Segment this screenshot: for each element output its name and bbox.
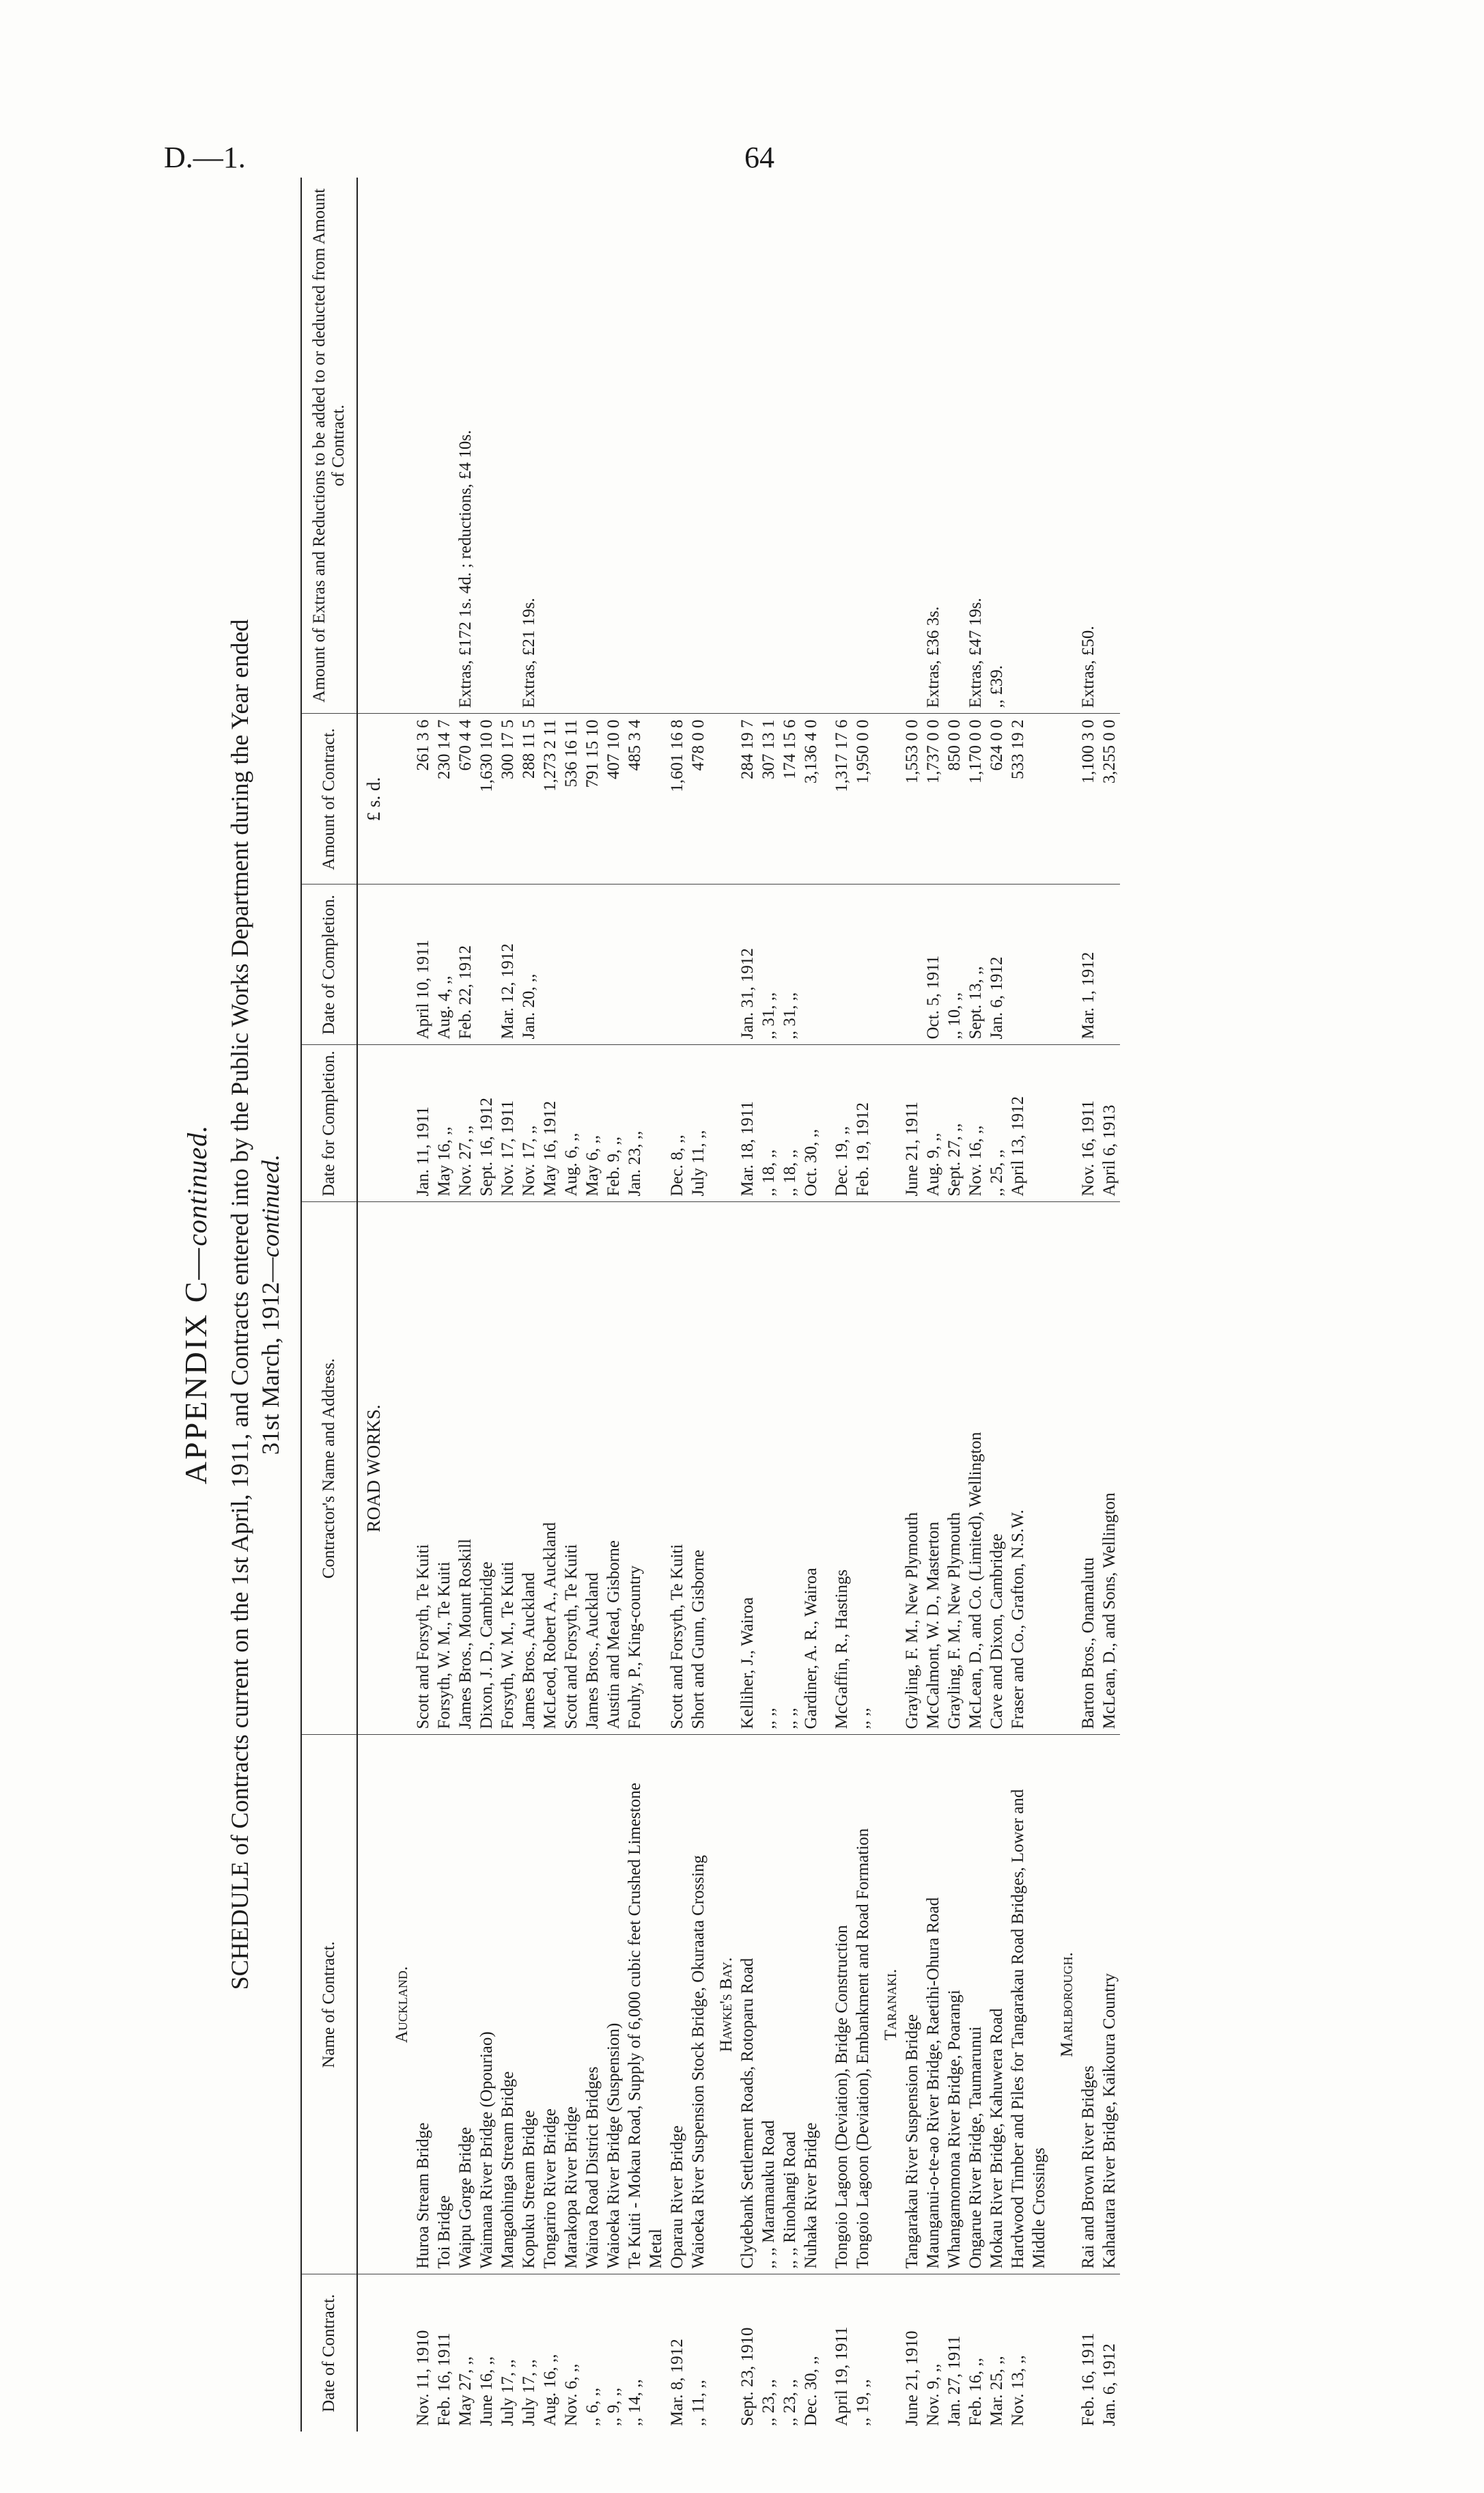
- contract-amount: 533 19 2: [1007, 714, 1050, 885]
- col-date-for-completion: Date for Completion.: [301, 1045, 357, 1202]
- date-of-completion: Aug. 4, ,,: [434, 885, 455, 1045]
- date-of-completion: [561, 885, 582, 1045]
- extras-reductions: [561, 178, 582, 714]
- table-row: [497, 178, 518, 2432]
- contract-amount: 407 10 0: [603, 714, 624, 885]
- date-of-contract: ,, 14, ,,: [626, 2379, 644, 2426]
- contractor-name: James Bros., Auckland: [518, 1202, 540, 1735]
- date-of-contract: Feb. 16, 1911: [1079, 2332, 1097, 2426]
- contract-name: Waipu Gorge Bridge: [455, 1735, 476, 2274]
- extras-reductions: [603, 178, 624, 714]
- date-for-completion: Feb. 9, ,,: [603, 1045, 624, 1202]
- table-body: [357, 178, 1120, 2432]
- date-of-contract: July 17, ,,: [499, 2359, 517, 2426]
- date-for-completion: ,, 18, ,,: [779, 1045, 800, 1202]
- date-of-contract: ,, 19, ,,: [854, 2379, 872, 2426]
- section-row: [357, 178, 384, 2432]
- col-contractor: Contractor's Name and Address.: [301, 1202, 357, 1735]
- table-row: [758, 178, 779, 2432]
- contractor-name: ,, ,,: [779, 1202, 800, 1735]
- contract-amount: 261 3 6: [412, 714, 434, 885]
- date-of-contract: ,, 11, ,,: [689, 2380, 708, 2426]
- date-of-contract: Feb. 16, 1911: [435, 2332, 453, 2426]
- page-number: 64: [744, 141, 774, 174]
- table-row: [455, 178, 476, 2432]
- date-for-completion: Dec. 19, ,,: [822, 1045, 852, 1202]
- region-heading: Taranaki.: [873, 1735, 901, 2274]
- contract-amount: 1,630 10 0: [476, 714, 497, 885]
- date-for-completion: Jan. 23, ,,: [624, 1045, 667, 1202]
- table-row: [476, 178, 497, 2432]
- contract-name: Waioeka River Suspension Stock Bridge, Okuraata Crossing: [688, 1735, 709, 2274]
- table-row: [1099, 178, 1120, 2432]
- date-for-completion: Feb. 19, 1912: [852, 1045, 873, 1202]
- contract-amount: 1,273 2 11: [540, 714, 561, 885]
- date-of-completion: [540, 885, 561, 1045]
- contractor-name: Grayling, F. M., New Plymouth: [944, 1202, 965, 1735]
- contract-name: Waimana River Bridge (Opouriao): [476, 1735, 497, 2274]
- date-for-completion: June 21, 1911: [901, 1045, 923, 1202]
- table-row: [1007, 178, 1050, 2432]
- contract-name: Whangamomona River Bridge, Poarangi: [944, 1735, 965, 2274]
- contract-name: Marakopa River Bridge: [561, 1735, 582, 2274]
- schedule-subtitle-line1: SCHEDULE of Contracts current on the 1st April, 1911, and Contracts entered into by the Public Works Department during the Year ended: [226, 619, 253, 1990]
- date-of-completion: April 10, 1911: [412, 885, 434, 1045]
- date-of-completion: Sept. 13, ,,: [965, 885, 986, 1045]
- date-for-completion: Mar. 18, 1911: [737, 1045, 758, 1202]
- table-row: [852, 178, 873, 2432]
- date-of-contract: Feb. 16, ,,: [966, 2358, 985, 2426]
- extras-reductions: [1099, 178, 1120, 714]
- extras-reductions: [624, 178, 667, 714]
- contractor-name: James Bros., Mount Roskill: [455, 1202, 476, 1735]
- extras-reductions: [688, 178, 709, 714]
- date-for-completion: Sept. 16, 1912: [476, 1045, 497, 1202]
- contract-amount: 624 0 0: [986, 714, 1007, 885]
- table-row: [688, 178, 709, 2432]
- table-row: [603, 178, 624, 2432]
- extras-reductions: Extras, £47 19s.: [965, 178, 986, 714]
- contract-amount: 3,255 0 0: [1099, 714, 1120, 885]
- contractor-name: McLean, D., and Sons, Wellington: [1099, 1202, 1120, 1735]
- date-of-contract: Mar. 25, ,,: [988, 2356, 1006, 2426]
- contractor-name: Gardiner, A. R., Wairoa: [800, 1202, 822, 1735]
- date-of-completion: ,, 10, ,,: [944, 885, 965, 1045]
- contract-name: Waioeka River Bridge (Suspension): [603, 1735, 624, 2274]
- table-row: [412, 178, 434, 2432]
- contract-name: Te Kuiti - Mokau Road, Supply of 6,000 cubic feet Crushed Limestone Metal: [624, 1735, 667, 2274]
- date-of-completion: [800, 885, 822, 1045]
- date-of-completion: [476, 885, 497, 1045]
- region-heading: Marlborough.: [1050, 1735, 1078, 2274]
- date-for-completion: April 6, 1913: [1099, 1045, 1120, 1202]
- contractor-name: Barton Bros., Onamalutu: [1078, 1202, 1099, 1735]
- col-date-of-completion: Date of Completion.: [301, 885, 357, 1045]
- page-reference: D.—1.: [164, 141, 246, 174]
- date-of-contract: June 16, ,,: [477, 2356, 496, 2426]
- contractor-name: Forsyth, W. M., Te Kuiti: [497, 1202, 518, 1735]
- contract-name: ,, ,, Maramauku Road: [758, 1735, 779, 2274]
- date-of-completion: [624, 885, 667, 1045]
- contract-name: Rai and Brown River Bridges: [1078, 1735, 1099, 2274]
- date-of-completion: Mar. 12, 1912: [497, 885, 518, 1045]
- contractor-name: McGaffin, R., Hastings: [822, 1202, 852, 1735]
- contractor-name: ,, ,,: [758, 1202, 779, 1735]
- date-of-contract: Jan. 6, 1912: [1100, 2343, 1119, 2426]
- col-name-contract: Name of Contract.: [301, 1735, 357, 2274]
- date-of-contract: Dec. 30, ,,: [802, 2356, 820, 2426]
- table-row: [779, 178, 800, 2432]
- contract-amount: 536 16 11: [561, 714, 582, 885]
- date-of-contract: Mar. 8, 1912: [668, 2339, 686, 2426]
- extras-reductions: [852, 178, 873, 714]
- extras-reductions: [758, 178, 779, 714]
- extras-reductions: [667, 178, 688, 714]
- date-for-completion: Nov. 17, 1911: [497, 1045, 518, 1202]
- date-of-completion: Jan. 20, ,,: [518, 885, 540, 1045]
- table-row: [965, 178, 986, 2432]
- date-of-completion: [688, 885, 709, 1045]
- extras-reductions: [944, 178, 965, 714]
- contract-name: Mokau River Bridge, Kahuwera Road: [986, 1735, 1007, 2274]
- contract-name: Wairoa Road District Bridges: [582, 1735, 603, 2274]
- date-of-completion: ,, 31, ,,: [758, 885, 779, 1045]
- date-of-completion: [1007, 885, 1050, 1045]
- table-row: [561, 178, 582, 2432]
- contract-amount: 307 13 1: [758, 714, 779, 885]
- contract-name: Ongarue River Bridge, Taumarunui: [965, 1735, 986, 2274]
- date-of-contract: Jan. 27, 1911: [945, 2335, 964, 2426]
- contractor-name: Scott and Forsyth, Te Kuiti: [561, 1202, 582, 1735]
- table-row: [800, 178, 822, 2432]
- subtitle-line2-continued: continued.: [257, 1154, 284, 1257]
- contractor-name: Short and Gunn, Gisborne: [688, 1202, 709, 1735]
- table-row: [582, 178, 603, 2432]
- date-of-contract: Nov. 6, ,,: [562, 2363, 580, 2426]
- extras-reductions: [800, 178, 822, 714]
- date-of-contract: Sept. 23, 1910: [738, 2327, 757, 2426]
- date-of-completion: [667, 885, 688, 1045]
- subtitle-line2-text: 31st March, 1912—: [257, 1257, 284, 1455]
- date-for-completion: Nov. 16, 1911: [1078, 1045, 1099, 1202]
- contractor-name: Fouhy, P., King-country: [624, 1202, 667, 1735]
- contract-amount: 670 4 4: [455, 714, 476, 885]
- region-heading: Hawke's Bay.: [709, 1735, 737, 2274]
- contract-amount: 478 0 0: [688, 714, 709, 885]
- date-for-completion: Aug. 6, ,,: [561, 1045, 582, 1202]
- extras-reductions: Extras, £50.: [1078, 178, 1099, 714]
- table-row: [737, 178, 758, 2432]
- col-date-contract: Date of Contract.: [301, 2274, 357, 2432]
- date-of-completion: [582, 885, 603, 1045]
- table-row: [667, 178, 688, 2432]
- contract-amount: 284 19 7: [737, 714, 758, 885]
- table-row: [518, 178, 540, 2432]
- extras-reductions: [497, 178, 518, 714]
- contractor-name: Kelliher, J., Wairoa: [737, 1202, 758, 1735]
- region-heading-row: [384, 178, 412, 2432]
- date-of-completion: Mar. 1, 1912: [1078, 885, 1099, 1045]
- table-row: [434, 178, 455, 2432]
- date-of-contract: Nov. 13, ,,: [1009, 2355, 1027, 2426]
- date-of-contract: ,, 23, ,,: [781, 2379, 799, 2426]
- contract-amount: 230 14 7: [434, 714, 455, 885]
- contract-name: Tongoio Lagoon (Deviation), Embankment and Road Formation: [852, 1735, 873, 2274]
- contract-amount: 174 15 6: [779, 714, 800, 885]
- extras-reductions: [1007, 178, 1050, 714]
- contractor-name: Austin and Mead, Gisborne: [603, 1202, 624, 1735]
- region-heading-row: [873, 178, 901, 2432]
- schedule-subtitle-line2: [256, 178, 285, 2432]
- contractor-name: Scott and Forsyth, Te Kuiti: [412, 1202, 434, 1735]
- contract-amount: 3,136 4 0: [800, 714, 822, 885]
- extras-reductions: ,, £39.: [986, 178, 1007, 714]
- contract-amount: 300 17 5: [497, 714, 518, 885]
- date-for-completion: ,, 25, ,,: [986, 1045, 1007, 1202]
- extras-reductions: [779, 178, 800, 714]
- contract-name: Tongoio Lagoon (Deviation), Bridge Construction: [822, 1735, 852, 2274]
- contractor-name: ,, ,,: [852, 1202, 873, 1735]
- table-row: [624, 178, 667, 2432]
- date-for-completion: Jan. 11, 1911: [412, 1045, 434, 1202]
- date-for-completion: July 11, ,,: [688, 1045, 709, 1202]
- date-for-completion: ,, 18, ,,: [758, 1045, 779, 1202]
- currency-header: £ s. d.: [357, 714, 384, 885]
- contractor-name: Scott and Forsyth, Te Kuiti: [667, 1202, 688, 1735]
- contract-amount: 1,170 0 0: [965, 714, 986, 885]
- contracts-table: [300, 178, 1120, 2432]
- table-row: [1078, 178, 1099, 2432]
- contract-name: Toi Bridge: [434, 1735, 455, 2274]
- date-for-completion: Nov. 17, ,,: [518, 1045, 540, 1202]
- table-row: [923, 178, 944, 2432]
- appendix-title: [178, 178, 214, 2432]
- extras-reductions: [540, 178, 561, 714]
- table-row: [944, 178, 965, 2432]
- contract-amount: 1,601 16 8: [667, 714, 688, 885]
- extras-reductions: [434, 178, 455, 714]
- date-of-completion: Oct. 5, 1911: [923, 885, 944, 1045]
- extras-reductions: [582, 178, 603, 714]
- table-row: [822, 178, 852, 2432]
- contract-amount: 288 11 5: [518, 714, 540, 885]
- date-of-contract: Nov. 9, ,,: [924, 2363, 942, 2426]
- date-of-completion: Jan. 6, 1912: [986, 885, 1007, 1045]
- region-heading-row: [709, 178, 737, 2432]
- contractor-name: McCalmont, W. D., Masterton: [923, 1202, 944, 1735]
- col-extras: Amount of Extras and Reductions to be added to or deducted from Amount of Contract.: [301, 178, 357, 714]
- date-of-completion: [852, 885, 873, 1045]
- extras-reductions: Extras, £172 1s. 4d. ; reductions, £4 10s.: [455, 178, 476, 714]
- table-row: [986, 178, 1007, 2432]
- date-for-completion: May 16, ,,: [434, 1045, 455, 1202]
- extras-reductions: [476, 178, 497, 714]
- date-for-completion: May 16, 1912: [540, 1045, 561, 1202]
- contract-name: Clydebank Settlement Roads, Rotoparu Road: [737, 1735, 758, 2274]
- contractor-name: McLeod, Robert A., Auckland: [540, 1202, 561, 1735]
- region-heading-row: [1050, 178, 1078, 2432]
- extras-reductions: Extras, £21 19s.: [518, 178, 540, 714]
- contract-amount: 1,737 0 0: [923, 714, 944, 885]
- table-row: [540, 178, 561, 2432]
- contract-name: ,, ,, Rinohangi Road: [779, 1735, 800, 2274]
- contract-name: Nuhaka River Bridge: [800, 1735, 822, 2274]
- date-of-contract: Nov. 11, 1910: [414, 2330, 432, 2426]
- contractor-name: McLean, D., and Co. (Limited), Wellington: [965, 1202, 986, 1735]
- date-for-completion: Nov. 27, ,,: [455, 1045, 476, 1202]
- extras-reductions: [412, 178, 434, 714]
- table-header-row: [301, 178, 357, 2432]
- date-of-completion: [1099, 885, 1120, 1045]
- contract-name: Maunganui-o-te-ao River Bridge, Raetihi-Ohura Road: [923, 1735, 944, 2274]
- contract-amount: 791 15 10: [582, 714, 603, 885]
- date-of-completion: Feb. 22, 1912: [455, 885, 476, 1045]
- date-for-completion: Aug. 9, ,,: [923, 1045, 944, 1202]
- contract-amount: 485 3 4: [624, 714, 667, 885]
- contract-name: Oparau River Bridge: [667, 1735, 688, 2274]
- contractor-name: Forsyth, W. M., Te Kuiti: [434, 1202, 455, 1735]
- date-of-contract: ,, 6, ,,: [583, 2387, 602, 2426]
- col-amount: Amount of Contract.: [301, 714, 357, 885]
- contract-amount: 1,317 17 6: [822, 714, 852, 885]
- section-heading: ROAD WORKS.: [357, 1202, 384, 1735]
- contractor-name: Fraser and Co., Grafton, N.S.W.: [1007, 1202, 1050, 1735]
- date-for-completion: Sept. 27, ,,: [944, 1045, 965, 1202]
- region-heading: Auckland.: [384, 1735, 412, 2274]
- extras-reductions: [901, 178, 923, 714]
- contract-amount: 1,950 0 0: [852, 714, 873, 885]
- contract-name: Mangaohinga Stream Bridge: [497, 1735, 518, 2274]
- date-of-completion: Jan. 31, 1912: [737, 885, 758, 1045]
- date-of-completion: ,, 31, ,,: [779, 885, 800, 1045]
- date-for-completion: Oct. 30, ,,: [800, 1045, 822, 1202]
- contractor-name: James Bros., Auckland: [582, 1202, 603, 1735]
- contract-name: Huroa Stream Bridge: [412, 1735, 434, 2274]
- extras-reductions: [822, 178, 852, 714]
- date-of-completion: [603, 885, 624, 1045]
- date-for-completion: Dec. 8, ,,: [667, 1045, 688, 1202]
- date-of-contract: July 17, ,,: [520, 2359, 538, 2426]
- appendix-title-continued: continued.: [182, 1124, 212, 1246]
- contract-name: Tongariro River Bridge: [540, 1735, 561, 2274]
- date-for-completion: Nov. 16, ,,: [965, 1045, 986, 1202]
- contract-name: Tangarakau River Suspension Bridge: [901, 1735, 923, 2274]
- contractor-name: Dixon, J. D., Cambridge: [476, 1202, 497, 1735]
- date-of-completion: [822, 885, 852, 1045]
- table-row: [901, 178, 923, 2432]
- date-of-contract: April 19, 1911: [832, 2326, 851, 2426]
- date-of-completion: [901, 885, 923, 1045]
- contract-name: Hardwood Timber and Piles for Tangarakau Road Bridges, Lower and Middle Crossings: [1007, 1735, 1050, 2274]
- contract-amount: 1,100 3 0: [1078, 714, 1099, 885]
- contract-amount: 1,553 0 0: [901, 714, 923, 885]
- date-for-completion: May 6, ,,: [582, 1045, 603, 1202]
- contract-amount: 850 0 0: [944, 714, 965, 885]
- extras-reductions: Extras, £36 3s.: [923, 178, 944, 714]
- date-of-contract: ,, 9, ,,: [604, 2387, 623, 2426]
- contractor-name: Cave and Dixon, Cambridge: [986, 1202, 1007, 1735]
- contractor-name: Grayling, F. M., New Plymouth: [901, 1202, 923, 1735]
- extras-reductions: [737, 178, 758, 714]
- date-of-contract: May 27, ,,: [456, 2356, 475, 2426]
- date-for-completion: April 13, 1912: [1007, 1045, 1050, 1202]
- rotated-schedule: [178, 178, 1455, 2432]
- date-of-contract: Aug. 16, ,,: [541, 2354, 559, 2426]
- contract-name: Kopuku Stream Bridge: [518, 1735, 540, 2274]
- contract-name: Kahautara River Bridge, Kaikoura Country: [1099, 1735, 1120, 2274]
- date-of-contract: ,, 23, ,,: [759, 2379, 778, 2426]
- appendix-title-main: APPENDIX C—: [178, 1246, 213, 1485]
- date-of-contract: June 21, 1910: [903, 2330, 921, 2426]
